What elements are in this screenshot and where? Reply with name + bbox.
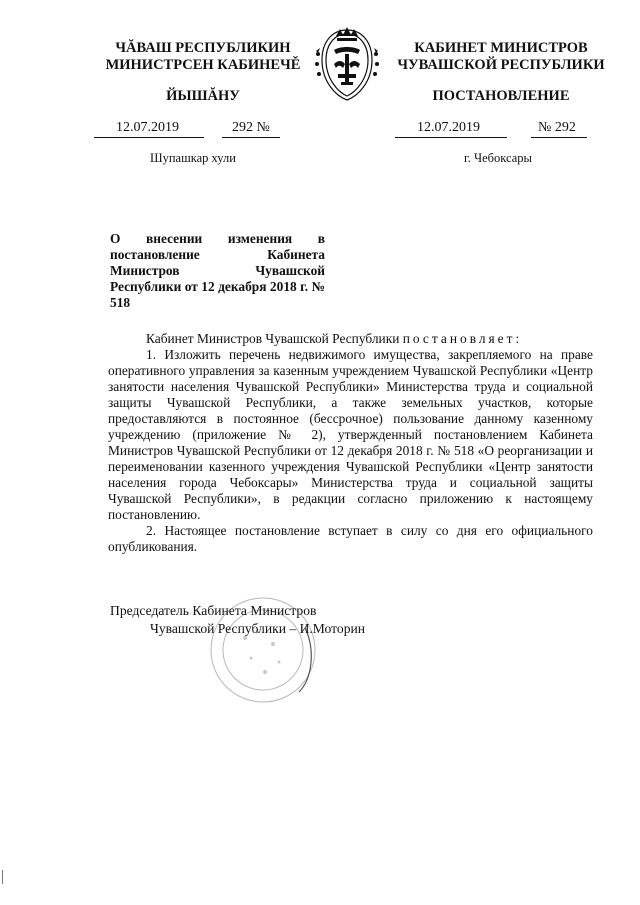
coat-of-arms-emblem <box>312 24 382 104</box>
right-date: 12.07.2019 <box>417 120 480 135</box>
document-subject: О внесении изменения в постановление Кабинета Министров Чувашской Республики от 12 декабря 2018 г. № 518 <box>110 231 325 310</box>
right-city: г. Чебоксары <box>464 151 532 165</box>
item-2: 2. Настоящее постановление вступает в силу со дня его официального опубликования. <box>108 523 593 554</box>
header-right-decree: ПОСТАНОВЛЕНИЕ <box>432 88 570 104</box>
left-number: 292 № <box>232 120 270 135</box>
item-1: 1. Изложить перечень недвижимого имущества, закрепляемого на праве оперативного управления за казенным учреждением Чувашской Республики «Центр занятости населения Чувашской Республики» Министерства труда и социальной защиты Чувашской Республики, а также земельных участков, которые предоставляются в постоянное (бессрочное) пользование данному казенному учреждению (приложение № 2), утвержденный постановлением Кабинета Министров Чувашской Республики от 12 декабря 2018 г. № 518 «О реорганизации и переименовании казенного учреждения Чувашской Республики «Центр занятости населения города Чебоксары» Министерства труда и социальной защиты Чувашской Республики», в редакции согласно приложению к настоящему постановлению. <box>108 347 593 522</box>
right-number: № 292 <box>538 120 576 135</box>
left-city: Шупашкар хули <box>150 151 236 165</box>
header-left-org-line2: МИНИСТРСЕН КАБИНЕЧĚ <box>105 57 301 73</box>
right-date-underline <box>395 137 507 138</box>
signature-line2: Чувашской Республики – И.Моторин <box>150 621 366 636</box>
header-left-org-line1: ЧĂВАШ РЕСПУБЛИКИН <box>115 40 291 56</box>
document-body <box>108 331 593 555</box>
header-left-org <box>98 40 308 74</box>
scan-margin-mark <box>2 870 3 884</box>
preamble <box>108 331 593 347</box>
header-right-org-line1: КАБИНЕТ МИНИСТРОВ <box>414 40 588 56</box>
signature-line1: Председатель Кабинета Министров <box>110 603 317 618</box>
left-number-underline <box>222 137 280 138</box>
header-right-org <box>392 40 610 74</box>
signature-block <box>110 602 365 638</box>
left-date: 12.07.2019 <box>116 120 179 135</box>
right-number-underline <box>531 137 587 138</box>
preamble-lead: Кабинет Министров Чувашской Республики <box>146 331 400 346</box>
header-right-org-line2: ЧУВАШСКОЙ РЕСПУБЛИКИ <box>397 57 605 73</box>
preamble-action: постановляет: <box>402 331 523 346</box>
left-date-underline <box>94 137 204 138</box>
header-left-decree: ЙЫШĂНУ <box>166 88 240 104</box>
